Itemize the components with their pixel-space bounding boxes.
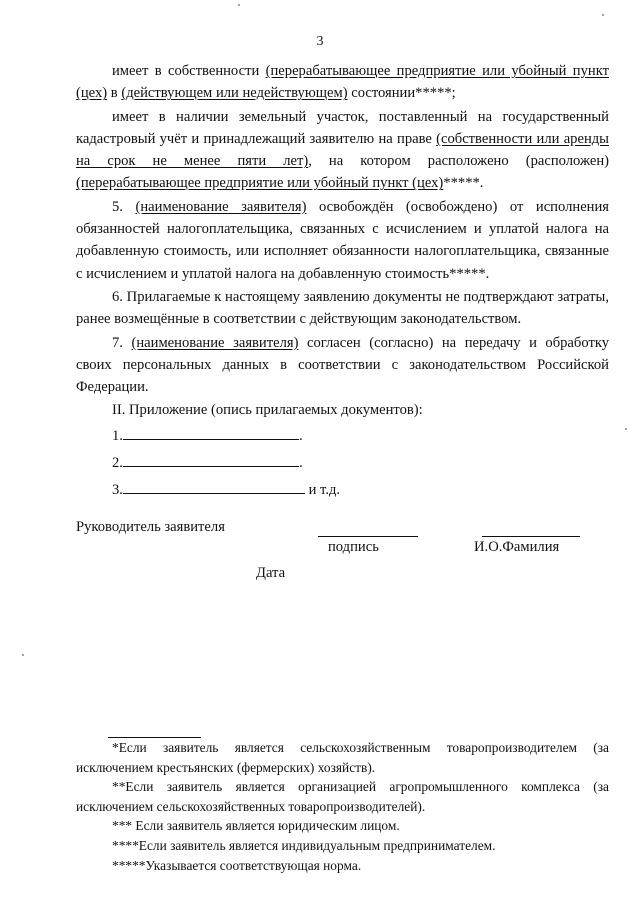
name-line <box>482 536 580 537</box>
footnote-1: *Если заявитель является сельскохозяйственным товаропроизводителем (за исключением крестьянских (фермерских) хозяйств). <box>76 740 609 775</box>
attachment-item-1 <box>76 423 609 450</box>
underlined-placeholder: (перерабатывающее предприятие или убойный пункт (цех) <box>76 63 609 102</box>
document-body <box>76 60 609 504</box>
attachment-end: . <box>298 454 303 471</box>
page-number: 3 <box>316 34 324 49</box>
paragraph-5 <box>76 332 609 399</box>
attachment-end: и т.д. <box>304 481 341 498</box>
text-segment: *****. <box>443 175 484 192</box>
paragraph-2 <box>76 106 609 195</box>
paragraph-4 <box>76 286 609 331</box>
text-segment: имеет в собственности <box>112 63 266 79</box>
footnotes <box>76 738 609 875</box>
footnote-3: *** Если заявитель является юридическим лицом. <box>112 818 400 834</box>
attachment-item-2 <box>76 450 609 477</box>
underlined-placeholder: (собственности или аренды на срок не менее пяти лет) <box>76 130 609 170</box>
attachment-number: 3. <box>112 481 123 498</box>
paragraph-6 <box>76 399 609 421</box>
scan-speck <box>625 428 627 430</box>
paragraphs <box>76 60 609 422</box>
scan-speck <box>238 4 240 6</box>
text-segment: согласен (согласно) на передачу и обработку своих персональных данных в соответствии с законодательством Российской Федерации. <box>76 334 609 396</box>
footnote-4: ****Если заявитель является индивидуальным предпринимателем. <box>112 837 496 853</box>
scan-speck <box>22 654 24 656</box>
text-segment: состоянии*****; <box>347 85 456 102</box>
text-segment: 6. Прилагаемые к настоящему заявлению документы не подтверждают затраты, ранее возмещённые в соответствии с действующим законодательством. <box>76 288 609 328</box>
date-label: Дата <box>256 565 286 581</box>
paragraph-1 <box>76 60 609 105</box>
underlined-placeholder: (наименование заявителя) <box>135 198 307 215</box>
text-segment: II. Приложение (опись прилагаемых документов): <box>112 402 423 419</box>
footnote-2: **Если заявитель является организацией агропромышленного комплекса (за исключением сельскохозяйственных товаропроизводителей). <box>76 779 609 814</box>
paragraph-3 <box>76 196 609 285</box>
underlined-placeholder: (наименование заявителя) <box>131 334 299 351</box>
attachment-blank-line <box>123 479 305 494</box>
text-segment: в <box>107 85 122 102</box>
attachment-item-3 <box>76 477 609 504</box>
attachment-number: 2. <box>112 454 123 471</box>
attachment-blank-line <box>123 452 299 467</box>
text-segment: 5. <box>112 198 136 215</box>
attachment-end: . <box>298 427 303 444</box>
footnote-5: *****Указывается соответствующая норма. <box>112 857 362 873</box>
attachment-number: 1. <box>112 427 123 444</box>
signature-line <box>318 536 418 537</box>
signature-caption: подпись <box>328 539 379 555</box>
underlined-placeholder: (действующем или недействующем) <box>121 85 348 102</box>
underlined-placeholder: (перерабатывающее предприятие или убойный пункт (цех) <box>76 175 444 192</box>
text-segment: имеет в наличии земельный участок, поставленный на государственный кадастровый учёт и принадлежащий заявителю на праве <box>76 108 609 147</box>
attachment-list <box>76 423 609 504</box>
text-segment: , на котором расположено (расположен) <box>308 153 609 170</box>
attachment-blank-line <box>123 425 299 440</box>
head-label: Руководитель заявителя <box>76 519 225 535</box>
scan-speck <box>602 14 604 16</box>
text-segment: 7. <box>112 334 132 351</box>
name-caption: И.О.Фамилия <box>474 539 560 555</box>
text-segment: освобождён (освобождено) от исполнения обязанностей налогоплательщика, связанных с исчислением и уплатой налога на добавленную стоимость, или исполняет обязанности налогоплательщика, связанные с исчислением и уплатой налога на добавленную стоимость*****. <box>76 198 609 282</box>
